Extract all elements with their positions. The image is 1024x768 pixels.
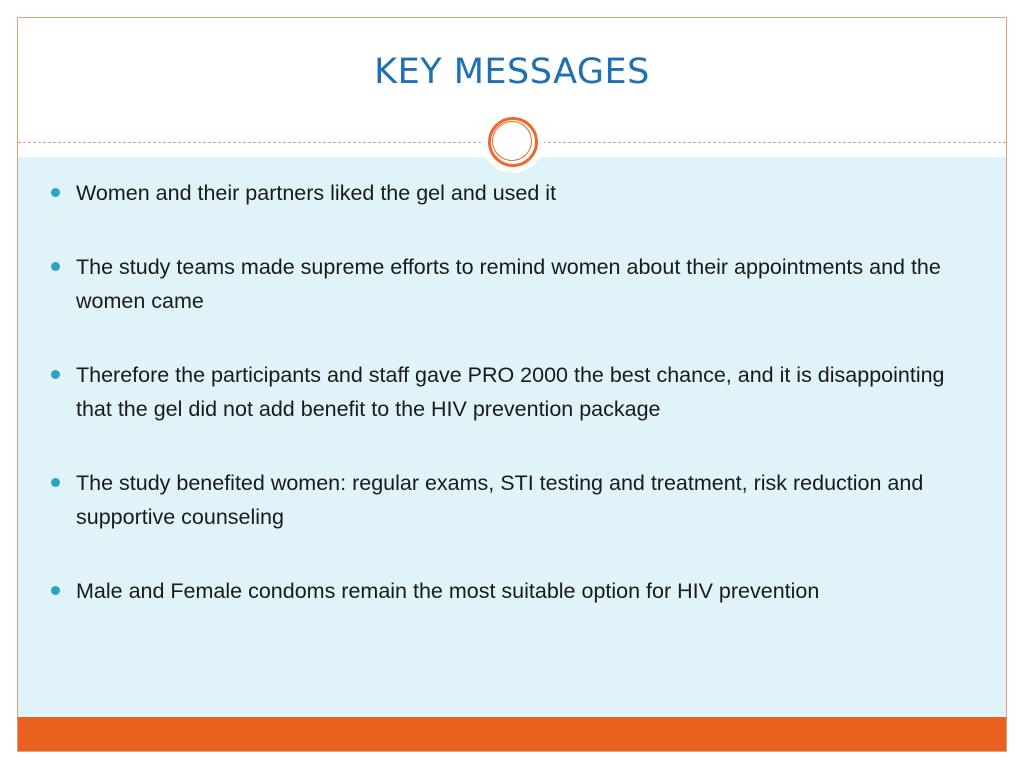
bullet-item <box>46 176 986 210</box>
bullet-dot-icon <box>51 188 60 197</box>
bullet-dot-icon <box>51 586 60 595</box>
bullet-item <box>46 358 986 426</box>
bullet-item <box>46 574 986 608</box>
bullet-text: Therefore the participants and staff gave PRO 2000 the best chance, and it is disappointing that the gel did not add benefit to the HIV prevention package <box>76 363 945 421</box>
ornament-inner-ring <box>492 121 532 161</box>
bullet-list <box>46 176 986 648</box>
bullet-item <box>46 250 986 318</box>
slide-title: KEY MESSAGES <box>374 52 650 92</box>
bullet-text: The study teams made supreme efforts to remind women about their appointments and the women came <box>76 255 941 313</box>
bullet-dot-icon <box>51 370 60 379</box>
slide-frame <box>17 17 1007 752</box>
bullet-text: Male and Female condoms remain the most suitable option for HIV prevention <box>76 579 820 603</box>
bullet-text: Women and their partners liked the gel and used it <box>76 181 557 205</box>
footer-bar <box>18 717 1006 751</box>
circle-ornament-icon <box>482 111 544 173</box>
bullet-text: The study benefited women: regular exams, STI testing and treatment, risk reduction and supportive counseling <box>76 471 924 529</box>
bullet-dot-icon <box>51 262 60 271</box>
bullet-item <box>46 466 986 534</box>
bullet-dot-icon <box>51 478 60 487</box>
